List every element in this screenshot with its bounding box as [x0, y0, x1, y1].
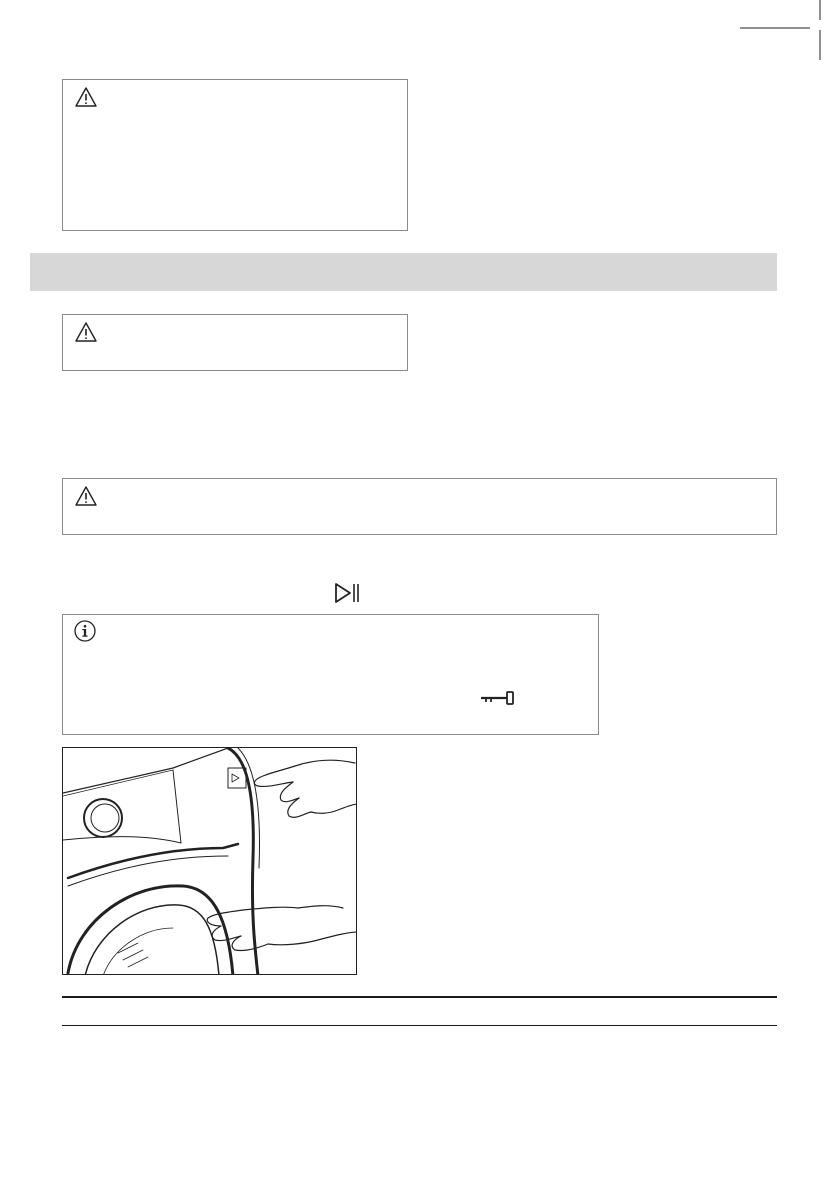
warning-triangle-icon: [75, 87, 97, 107]
warning-triangle-icon: [75, 486, 97, 506]
table-header-rule: [62, 1025, 777, 1026]
section-heading-bar: [30, 253, 777, 291]
warning-box-2: [62, 314, 408, 371]
key-lock-icon: [479, 689, 519, 707]
warning-box-3: [62, 478, 777, 535]
info-box: [62, 614, 599, 735]
info-circle-icon: [74, 620, 96, 642]
warning-box-1: [62, 79, 408, 231]
start-pause-icon: [333, 582, 361, 604]
warning-triangle-icon: [75, 322, 97, 342]
washing-machine-drawing: [63, 748, 357, 975]
table-top-rule: [62, 996, 777, 998]
washing-machine-illustration: [62, 747, 357, 975]
crop-marks: [740, 0, 839, 60]
